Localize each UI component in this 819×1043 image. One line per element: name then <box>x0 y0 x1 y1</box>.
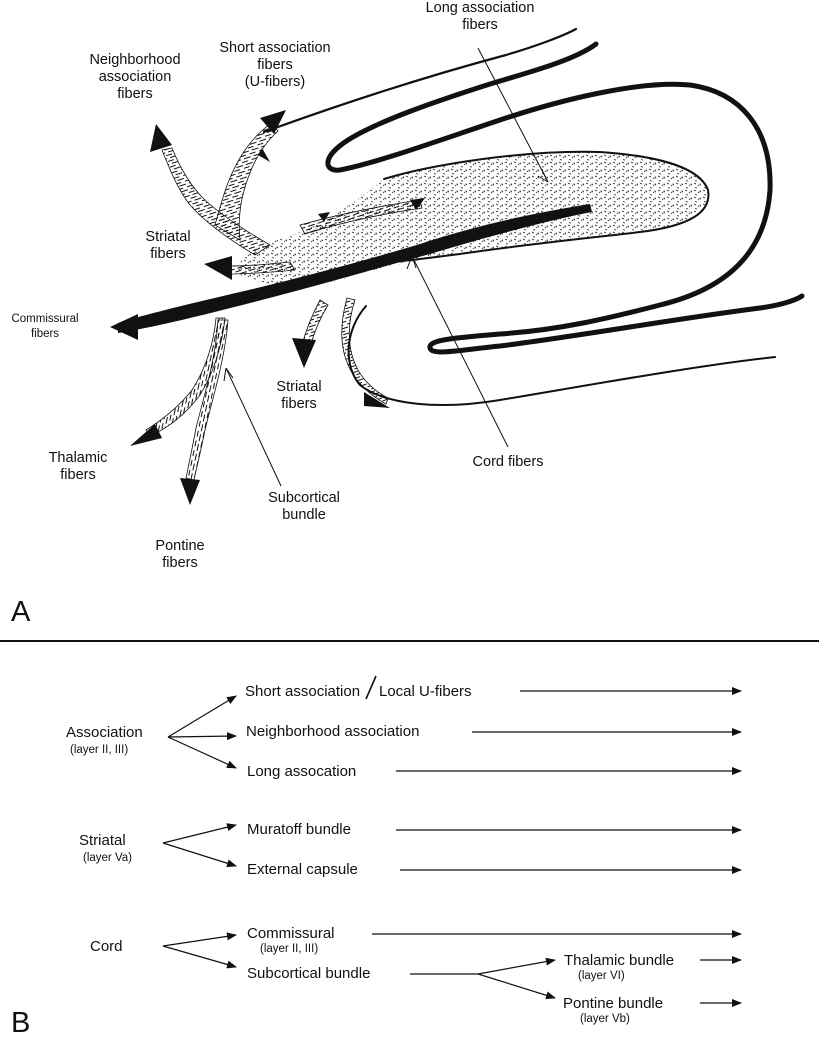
arrow-subcortical-thalamic <box>478 960 555 974</box>
label-short-association: Short association fibers (U-fibers) <box>219 40 331 90</box>
node-neighborhood-association: Neighborhood association <box>246 723 420 740</box>
arrow-assoc-long <box>168 737 236 768</box>
subcortical-tracts <box>146 318 228 480</box>
label-thalamic: Thalamic fibers <box>48 450 108 483</box>
label-cord-fibers: Cord fibers <box>472 454 544 470</box>
node-pontine-bundle: Pontine bundle <box>563 995 664 1012</box>
node-commissural: Commissural <box>247 925 335 942</box>
node-local-u-fibers: Local U-fibers <box>379 683 472 700</box>
node-pontine-layer: (layer Vb) <box>580 1013 630 1025</box>
node-association-layer: (layer II, III) <box>70 744 129 756</box>
label-striatal-upper: Striatal fibers <box>145 229 191 262</box>
node-subcortical-bundle: Subcortical bundle <box>247 965 371 982</box>
node-thalamic-bundle: Thalamic bundle <box>564 952 675 969</box>
slash-separator <box>366 676 376 699</box>
panel-letter-b: B <box>11 1007 31 1039</box>
label-long-association: Long association fibers <box>425 0 535 33</box>
node-external-capsule: External capsule <box>247 861 358 878</box>
panel-letter-a: A <box>11 596 31 628</box>
arrow-assoc-short <box>168 696 236 737</box>
node-muratoff: Muratoff bundle <box>247 821 351 838</box>
arrow-assoc-neighborhood <box>168 736 236 737</box>
arrow-striatal-external <box>163 843 236 866</box>
arrow-cord-commissural <box>163 935 236 946</box>
node-commissural-layer: (layer II, III) <box>260 943 319 955</box>
label-pontine: Pontine fibers <box>155 538 205 571</box>
arrow-striatal-muratoff <box>163 825 236 843</box>
arrowheads <box>110 110 425 505</box>
node-striatal: Striatal <box>79 832 126 849</box>
arrow-subcortical-pontine <box>478 974 555 998</box>
label-neighborhood-association: Neighborhood association fibers <box>89 52 181 102</box>
node-long-association: Long assocation <box>247 763 357 780</box>
node-thalamic-layer: (layer VI) <box>578 970 625 982</box>
node-short-association: Short association <box>245 683 361 700</box>
label-commissural: Commissural fibers <box>11 313 79 340</box>
label-striatal-lower: Striatal fibers <box>276 379 322 412</box>
node-cord: Cord <box>90 938 123 955</box>
label-subcortical: Subcortical bundle <box>268 490 340 523</box>
arrow-cord-subcortical <box>163 946 236 967</box>
node-striatal-layer: (layer Va) <box>83 852 132 864</box>
node-association: Association <box>66 724 143 741</box>
white-matter-core <box>238 152 708 286</box>
